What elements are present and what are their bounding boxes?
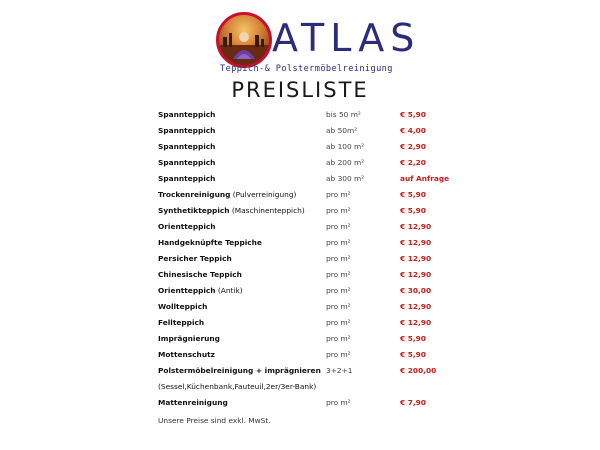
service-price: € 4,00: [400, 126, 426, 135]
service-name: Orientteppich (Antik): [158, 286, 243, 295]
service-name: Mattenreinigung: [158, 398, 228, 407]
price-row: [158, 219, 478, 235]
service-price: € 7,90: [400, 398, 426, 407]
service-price: € 5,90: [400, 350, 426, 359]
service-name: Spannteppich: [158, 142, 216, 151]
service-price: auf Anfrage: [400, 174, 450, 183]
service-unit: bis 50 m²: [326, 110, 361, 119]
price-row: [158, 139, 478, 155]
price-row: [158, 203, 478, 219]
service-price: € 30,00: [400, 286, 432, 295]
price-row: [158, 187, 478, 203]
service-unit: pro m²: [326, 206, 351, 215]
price-row: [158, 267, 478, 283]
service-name: Wollteppich: [158, 302, 208, 311]
service-unit: pro m²: [326, 222, 351, 231]
price-row: [158, 251, 478, 267]
price-row: [158, 347, 478, 363]
price-row: [158, 331, 478, 347]
service-name: Orientteppich: [158, 222, 216, 231]
service-unit: 3+2+1: [326, 366, 353, 375]
service-name: Polstermöbelreinigung + imprägnieren: [158, 366, 321, 375]
price-row: [158, 123, 478, 139]
service-unit: pro m²: [326, 286, 351, 295]
service-name: Spannteppich: [158, 158, 216, 167]
price-row-detail: [158, 379, 478, 395]
service-unit: pro m²: [326, 238, 351, 247]
brand-name: ATLAS: [272, 16, 421, 60]
service-name: Mottenschutz: [158, 350, 215, 359]
page-title: PREISLISTE: [231, 78, 369, 102]
service-price: € 2,90: [400, 142, 426, 151]
service-name: Chinesische Teppich: [158, 270, 242, 279]
service-price: € 12,90: [400, 222, 432, 231]
price-row: [158, 155, 478, 171]
service-name: Synthetikteppich (Maschinenteppich): [158, 206, 305, 215]
service-price: € 12,90: [400, 238, 432, 247]
price-row: [158, 299, 478, 315]
service-name: Spannteppich: [158, 110, 216, 119]
service-price: € 5,90: [400, 334, 426, 343]
price-row: [158, 235, 478, 251]
price-table: [158, 107, 478, 411]
service-name: Handgeknüpfte Teppiche: [158, 238, 262, 247]
price-row: [158, 107, 478, 123]
service-unit: ab 50m²: [326, 126, 358, 135]
service-unit: pro m²: [326, 254, 351, 263]
service-unit: pro m²: [326, 318, 351, 327]
price-row: [158, 395, 478, 411]
footnote: Unsere Preise sind exkl. MwSt.: [158, 416, 271, 425]
service-price: € 12,90: [400, 270, 432, 279]
service-price: € 5,90: [400, 110, 426, 119]
price-row: [158, 315, 478, 331]
service-name: Fellteppich: [158, 318, 205, 327]
service-price: € 5,90: [400, 206, 426, 215]
service-price: € 200,00: [400, 366, 437, 375]
service-detail: (Sessel,Küchenbank,Fauteuil,2er/3er-Bank): [158, 382, 317, 391]
service-name: Imprägnierung: [158, 334, 220, 343]
logo-image-icon: [219, 15, 269, 65]
service-price: € 5,90: [400, 190, 426, 199]
service-name: Spannteppich: [158, 126, 216, 135]
service-name: Spannteppich: [158, 174, 216, 183]
service-price: € 12,90: [400, 318, 432, 327]
brand-tagline: Teppich-& Polstermöbelreinigung: [220, 64, 393, 74]
price-row: [158, 171, 478, 187]
service-unit: pro m²: [326, 270, 351, 279]
logo: [216, 12, 272, 68]
service-unit: pro m²: [326, 190, 351, 199]
service-unit: pro m²: [326, 302, 351, 311]
service-name: Persicher Teppich: [158, 254, 232, 263]
service-unit: ab 300 m²: [326, 174, 365, 183]
service-unit: ab 100 m²: [326, 142, 365, 151]
service-unit: pro m²: [326, 398, 351, 407]
price-row: [158, 363, 478, 379]
price-row: [158, 283, 478, 299]
service-price: € 2,20: [400, 158, 426, 167]
service-unit: pro m²: [326, 334, 351, 343]
service-unit: ab 200 m²: [326, 158, 365, 167]
header: [0, 0, 600, 100]
service-price: € 12,90: [400, 254, 432, 263]
service-price: € 12,90: [400, 302, 432, 311]
service-name: Trockenreinigung (Pulverreinigung): [158, 190, 297, 199]
service-unit: pro m²: [326, 350, 351, 359]
